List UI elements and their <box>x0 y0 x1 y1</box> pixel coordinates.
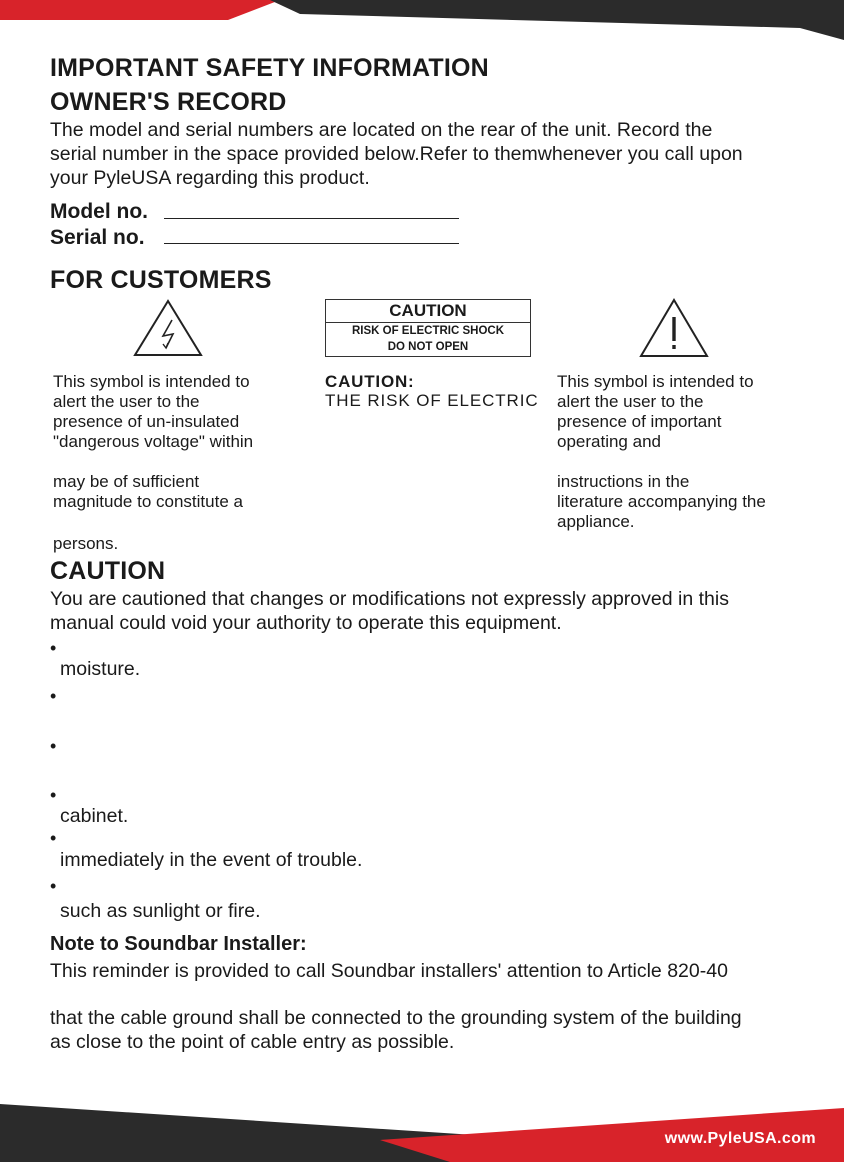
text-line: may be of sufficient <box>53 472 200 491</box>
note-line: as close to the point of cable entry as possible. <box>50 1031 455 1053</box>
text-line: alert the user to the <box>53 392 200 411</box>
model-label: Model no. <box>50 200 148 223</box>
top-band <box>0 0 844 40</box>
customers-heading: FOR CUSTOMERS <box>50 266 272 294</box>
caution-heading: CAUTION <box>50 557 166 585</box>
bullet: • <box>50 828 57 848</box>
caution-box-title: CAUTION <box>326 300 530 323</box>
text-line: alert the user to the <box>557 392 704 411</box>
caution-text <box>50 587 830 635</box>
text-line: This symbol is intended to <box>53 372 250 391</box>
text-line: literature accompanying the <box>557 492 766 511</box>
left-symbol-text <box>53 372 293 554</box>
bullet: • <box>50 686 57 706</box>
model-field[interactable] <box>164 218 459 219</box>
center-caution-title: CAUTION: <box>325 372 415 391</box>
text-line: instructions in the <box>557 472 690 491</box>
caution-line: manual could void your authority to operate this equipment. <box>50 612 562 634</box>
note-heading: Note to Soundbar Installer: <box>50 933 307 955</box>
owners-record-heading: OWNER'S RECORD <box>50 88 287 116</box>
right-symbol-text <box>557 372 817 532</box>
lightning-warning-icon <box>132 298 204 358</box>
text-line: appliance. <box>557 512 635 531</box>
text-line: "dangerous voltage" within <box>53 432 254 451</box>
text-line: This symbol is intended to <box>557 372 754 391</box>
serial-field[interactable] <box>164 243 459 244</box>
serial-label: Serial no. <box>50 226 145 249</box>
text-line: magnitude to constitute a <box>53 492 243 511</box>
text-line: presence of un-insulated <box>53 412 240 431</box>
bullet: • <box>50 876 57 896</box>
footer-url[interactable]: www.PyleUSA.com <box>664 1130 816 1147</box>
bullet-text: such as sunlight or fire. <box>60 900 261 922</box>
caution-line: You are cautioned that changes or modifications not expressly approved in this <box>50 588 729 610</box>
bullet: • <box>50 736 57 756</box>
center-caution-text: THE RISK OF ELECTRIC <box>325 391 539 410</box>
bullet: • <box>50 638 57 658</box>
owners-record-line: The model and serial numbers are located on the rear of the unit. Record the <box>50 119 713 141</box>
owners-record-line: serial number in the space provided below.Refer to themwhenever you call upon <box>50 143 743 165</box>
text-line: persons. <box>53 534 119 553</box>
bullet-text: immediately in the event of trouble. <box>60 849 363 871</box>
text-line: presence of important <box>557 412 722 431</box>
owners-record-text <box>50 118 830 190</box>
caution-label-box <box>325 299 531 357</box>
note-line: This reminder is provided to call Soundbar installers' attention to Article 820-40 <box>50 960 728 982</box>
bullet-text: moisture. <box>60 658 141 680</box>
caution-box-line: DO NOT OPEN <box>387 341 469 353</box>
caution-box-line: RISK OF ELECTRIC SHOCK <box>351 325 505 337</box>
bullet-text: cabinet. <box>60 805 129 827</box>
bullet: • <box>50 785 57 805</box>
note-line: that the cable ground shall be connected to the grounding system of the building <box>50 1007 742 1029</box>
exclamation-warning-icon <box>638 297 710 359</box>
text-line: operating and <box>557 432 661 451</box>
page-title: IMPORTANT SAFETY INFORMATION <box>50 54 489 82</box>
owners-record-line: your PyleUSA regarding this product. <box>50 167 370 189</box>
